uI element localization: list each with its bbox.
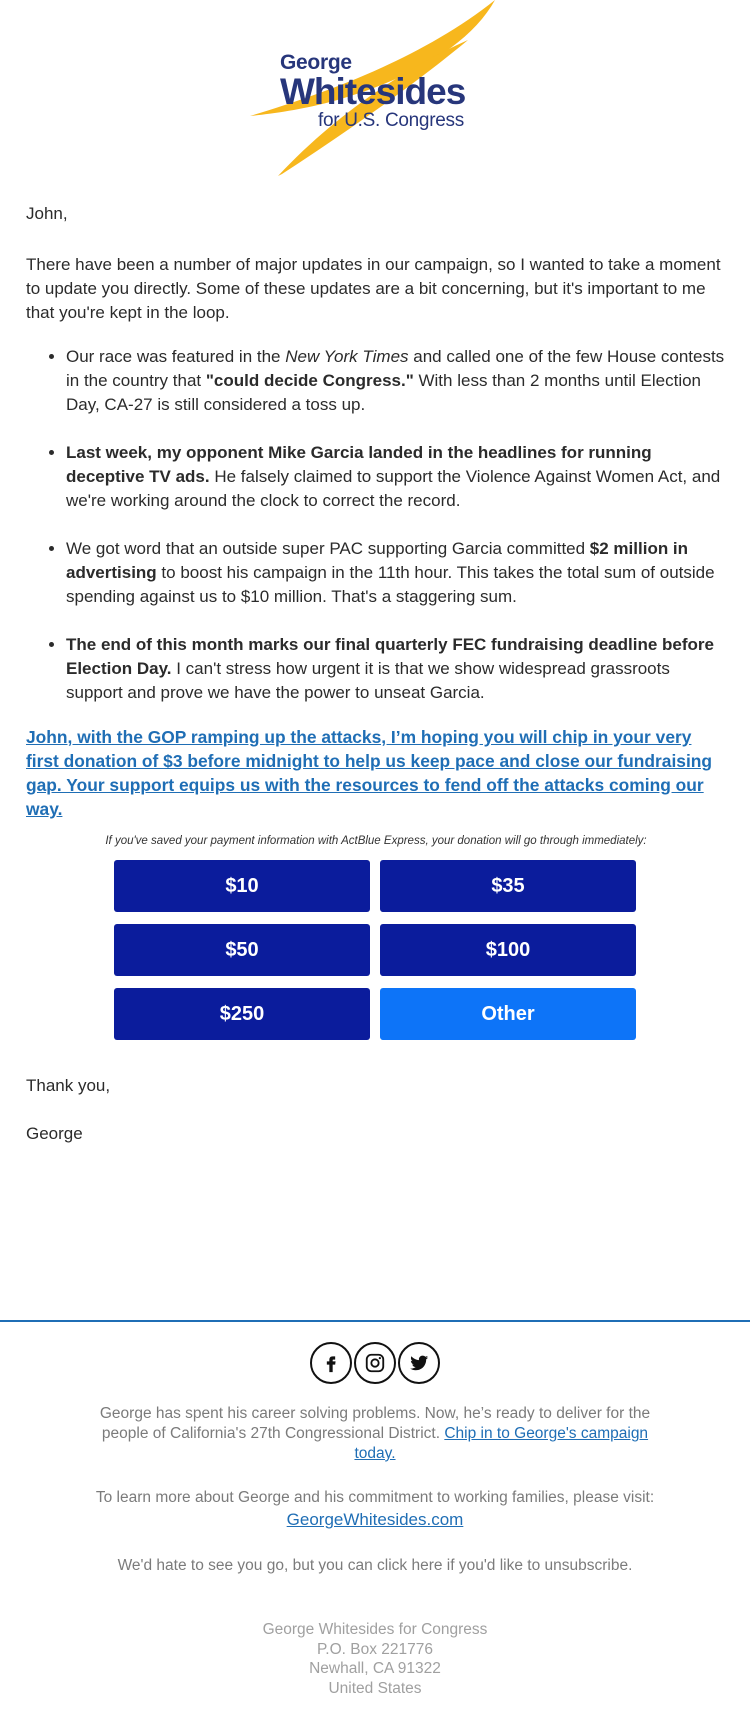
address-box: P.O. Box 221776 — [316, 1640, 434, 1658]
logo-wordmark — [280, 52, 465, 130]
donate-other-button[interactable]: Other — [380, 988, 636, 1040]
donate-cta-link[interactable]: John, with the GOP ramping up the attacks, I’m hoping you will chip in your very first donation of $3 before midnight to help us keep pace and close our fundraising gap. Your support equips us with the resources to fend off the attacks coming our way. — [26, 727, 713, 819]
footer-learn-more — [80, 1488, 670, 1532]
email-body — [26, 202, 726, 821]
learn-more-text: To learn more about George and his commitment to working families, please visit: — [95, 1489, 655, 1506]
unsubscribe-text[interactable]: We'd hate to see you go, but you can click here if you'd like to unsubscribe. — [117, 1557, 633, 1574]
intro-paragraph: There have been a number of major updates in our campaign, so I wanted to take a moment to update you directly. Some of these updates are a bit concerning, but it's important to me that you're kept in the loop. — [26, 255, 721, 322]
twitter-icon[interactable] — [398, 1342, 440, 1384]
bio-text: George has spent his career solving problems. Now, he’s ready to deliver for the people of California's 27th Congressional District. — [99, 1405, 651, 1442]
chip-in-link[interactable]: Chip in to George's campaign today. — [354, 1425, 649, 1462]
greeting: John, — [26, 204, 68, 223]
campaign-logo — [0, 0, 750, 182]
signature: George — [26, 1124, 83, 1143]
social-links — [310, 1342, 440, 1384]
address-org: George Whitesides for Congress — [262, 1621, 488, 1638]
quote-bold: "could decide Congress." — [205, 371, 414, 390]
website-link[interactable]: GeorgeWhitesides.com — [286, 1510, 464, 1529]
list-item: • We got word that an outside super PAC supporting Garcia committed $2 million in advertising to boost his campaign in the 11th hour. This takes the total sum of outside spending against us to $10 million. That's a staggering sum. — [66, 537, 726, 609]
donate-10-button[interactable]: $10 — [114, 860, 370, 912]
mailing-address — [0, 1620, 750, 1698]
logo-last-name: Whitesides — [280, 71, 466, 112]
nyt-mention: New York Times — [285, 347, 409, 366]
logo-first-name: George — [280, 51, 352, 74]
thanks-text: Thank you, — [26, 1076, 111, 1095]
list-item: • Last week, my opponent Mike Garcia landed in the headlines for running deceptive TV ads. He falsely claimed to support the Violence Against Women Act, and we're working around the clock to correct the record. — [66, 441, 726, 513]
address-country: United States — [328, 1679, 422, 1697]
signoff — [26, 1074, 110, 1170]
logo-tagline: for U.S. Congress — [318, 110, 464, 131]
update-list — [26, 345, 726, 705]
instagram-icon[interactable] — [354, 1342, 396, 1384]
address-city: Newhall, CA 91322 — [309, 1660, 441, 1677]
donate-50-button[interactable]: $50 — [114, 924, 370, 976]
list-item: • Our race was featured in the New York Times and called one of the few House contests in the country that "could decide Congress." With less than 2 months until Election Day, CA-27 is still considered a toss up. — [66, 345, 726, 417]
donate-100-button[interactable]: $100 — [380, 924, 636, 976]
footer-bio — [80, 1404, 670, 1464]
actblue-note: If you've saved your payment information with ActBlue Express, your donation will go through immediately: — [105, 835, 647, 847]
donate-250-button[interactable]: $250 — [114, 988, 370, 1040]
facebook-icon[interactable] — [310, 1342, 352, 1384]
donate-35-button[interactable]: $35 — [380, 860, 636, 912]
footer-divider — [0, 1320, 750, 1322]
list-item: • The end of this month marks our final quarterly FEC fundraising deadline before Election Day. I can't stress how urgent it is that we show widespread grassroots support and prove we have the power to unseat Garcia. — [66, 633, 726, 705]
